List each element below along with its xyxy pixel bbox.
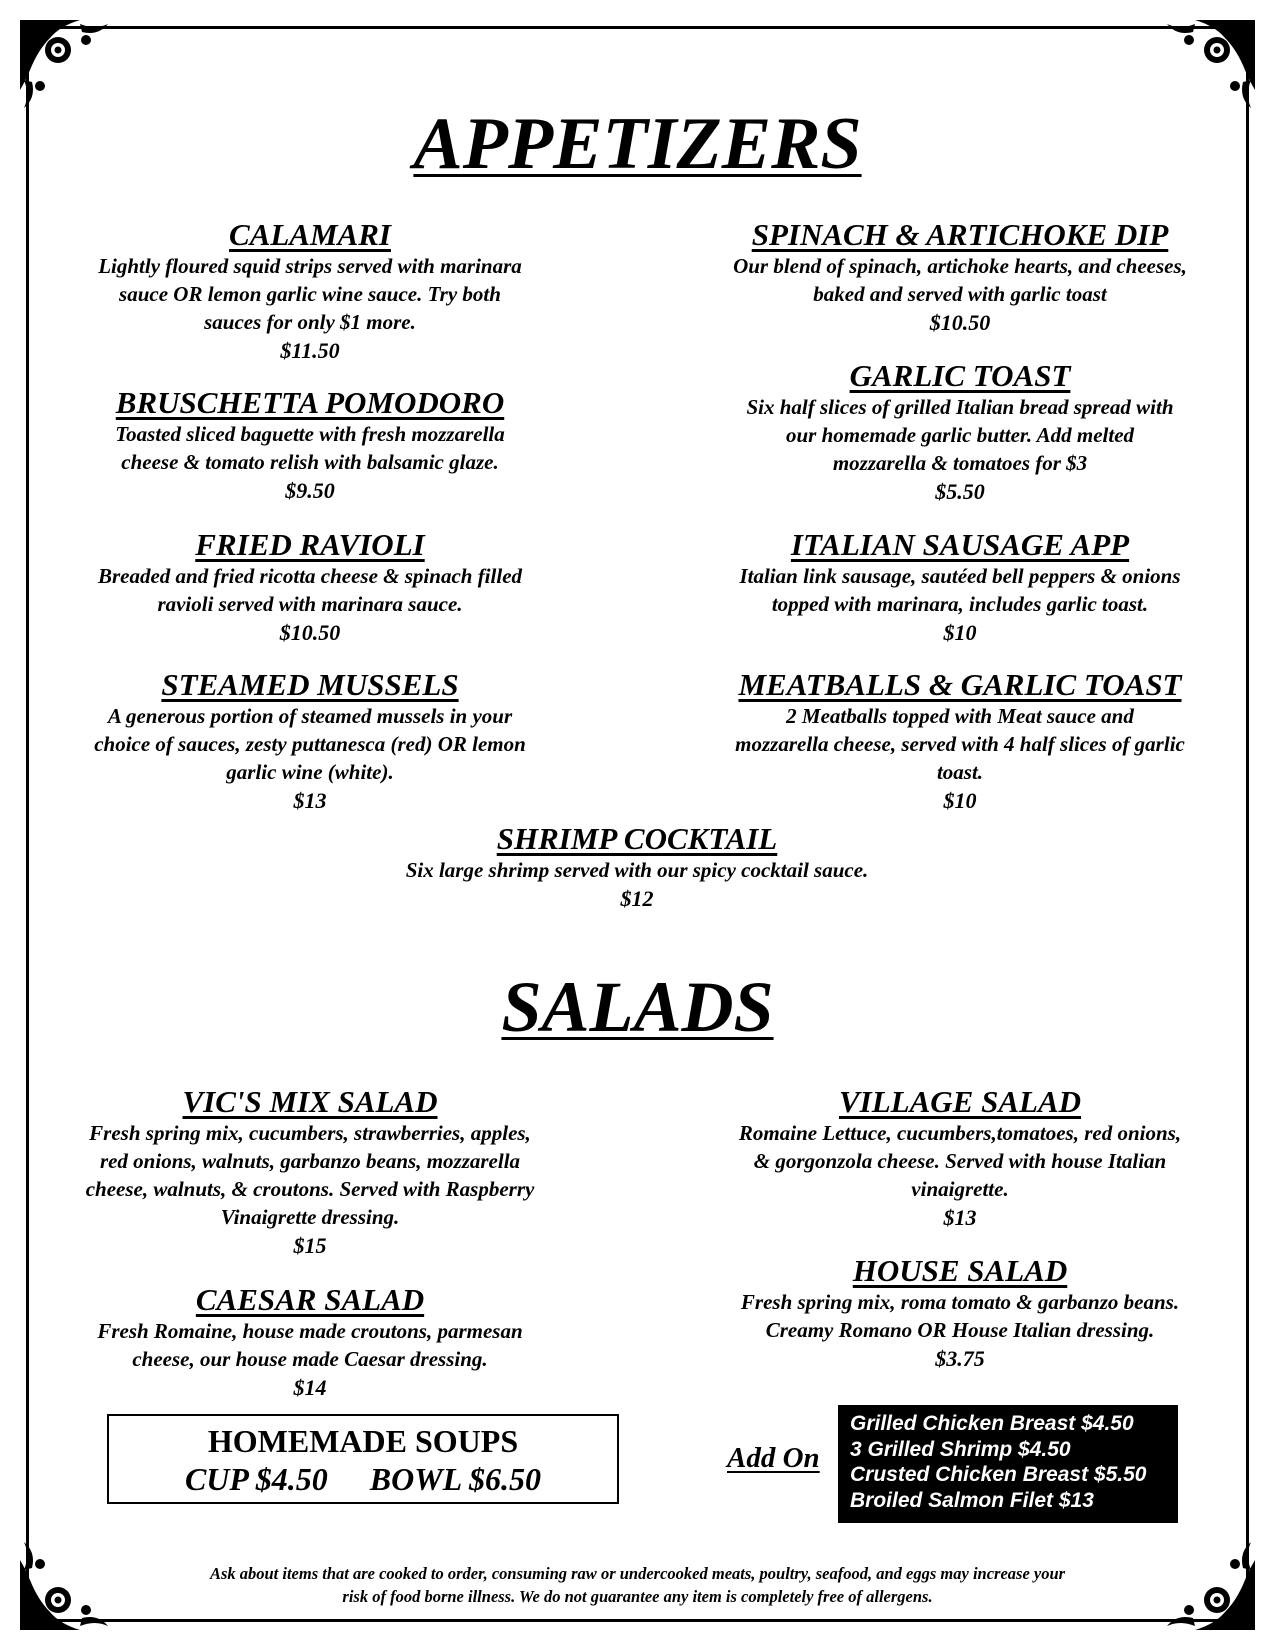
item-description: Breaded and fried ricotta cheese & spinach filled ravioli served with marinara sauce. xyxy=(97,564,523,616)
menu-item-vics-mix-salad xyxy=(30,1085,590,1260)
item-price: $12 xyxy=(620,886,654,911)
item-description: Romaine Lettuce, cucumbers,tomatoes, red onions, & gorgonzola cheese. Served with house Italian vinaigrette. xyxy=(738,1121,1182,1201)
appetizers-heading: APPETIZERS xyxy=(413,103,862,185)
item-price: $10.50 xyxy=(929,310,991,335)
menu-item-caesar-salad xyxy=(30,1283,590,1402)
item-description: 2 Meatballs topped with Meat sauce and mozzarella cheese, served with 4 half slices of garlic toast. xyxy=(735,704,1185,784)
item-name: CALAMARI xyxy=(229,217,391,252)
menu-item-garlic-toast xyxy=(680,359,1240,506)
item-description: Lightly floured squid strips served with marinara sauce OR lemon garlic wine sauce. Try both sauces for only $1 more. xyxy=(98,254,522,334)
homemade-soups-box xyxy=(107,1414,619,1504)
add-on-item: Grilled Chicken Breast $4.50 xyxy=(850,1412,1134,1435)
item-name: HOUSE SALAD xyxy=(852,1253,1068,1288)
salads-heading: SALADS xyxy=(501,967,774,1047)
soup-cup-price: CUP $4.50 xyxy=(184,1461,328,1497)
item-price: $11.50 xyxy=(280,338,340,363)
soup-bowl-price: BOWL $6.50 xyxy=(369,1461,542,1497)
item-name: VILLAGE SALAD xyxy=(838,1084,1082,1119)
menu-item-house-salad xyxy=(680,1254,1240,1373)
item-price: $13 xyxy=(293,788,327,813)
add-on-item: Crusted Chicken Breast $5.50 xyxy=(850,1463,1147,1486)
item-description: Fresh Romaine, house made croutons, parmesan cheese, our house made Caesar dressing. xyxy=(97,1319,523,1371)
menu-item-italian-sausage-app xyxy=(680,528,1240,647)
menu-item-steamed-mussels xyxy=(30,668,590,815)
add-on-box xyxy=(838,1405,1178,1523)
item-price: $3.75 xyxy=(935,1346,985,1371)
item-name: GARLIC TOAST xyxy=(849,358,1071,393)
item-description: Six large shrimp served with our spicy cocktail sauce. xyxy=(405,858,869,882)
item-name: BRUSCHETTA POMODORO xyxy=(115,385,505,420)
item-description: Fresh spring mix, cucumbers, strawberries, apples, red onions, walnuts, garbanzo beans, mozzarella cheese, walnuts, & croutons. Served with Raspberry Vinaigrette dressing. xyxy=(85,1121,535,1229)
item-price: $13 xyxy=(943,1205,977,1230)
corner-ornament-top-right xyxy=(1165,20,1255,110)
item-price: $10 xyxy=(943,788,977,813)
item-name: SHRIMP COCKTAIL xyxy=(496,821,778,856)
item-name: MEATBALLS & GARLIC TOAST xyxy=(738,667,1182,702)
menu-item-village-salad xyxy=(680,1085,1240,1232)
corner-ornament-top-left xyxy=(20,20,110,110)
item-price: $10 xyxy=(943,620,977,645)
menu-item-shrimp-cocktail xyxy=(357,822,917,913)
menu-item-calamari xyxy=(30,218,590,365)
menu-item-fried-ravioli xyxy=(30,528,590,647)
item-description: Our blend of spinach, artichoke hearts, and cheeses, baked and served with garlic toast xyxy=(733,254,1187,306)
item-name: FRIED RAVIOLI xyxy=(195,527,425,562)
add-on-item: Broiled Salmon Filet $13 xyxy=(850,1488,1094,1512)
item-name: STEAMED MUSSELS xyxy=(161,667,459,702)
soups-title: HOMEMADE SOUPS xyxy=(207,1423,519,1459)
corner-ornament-bottom-left xyxy=(20,1540,110,1630)
soups-prices xyxy=(109,1460,617,1498)
item-name: ITALIAN SAUSAGE APP xyxy=(790,527,1130,562)
item-description: A generous portion of steamed mussels in your choice of sauces, zesty puttanesca (red) OR lemon garlic wine (white). xyxy=(94,704,526,784)
item-price: $10.50 xyxy=(279,620,341,645)
item-name: CAESAR SALAD xyxy=(195,1282,425,1317)
allergen-disclaimer: Ask about items that are cooked to order, consuming raw or undercooked meats, poultry, seafood, and eggs may increase your risk of food borne illness. We do not guarantee any item is completely free of allergens. xyxy=(209,1564,1066,1606)
item-name: SPINACH & ARTICHOKE DIP xyxy=(751,217,1169,252)
item-price: $14 xyxy=(293,1375,327,1400)
item-description: Italian link sausage, sautéed bell peppers & onions topped with marinara, includes garlic toast. xyxy=(739,564,1181,616)
item-description: Toasted sliced baguette with fresh mozzarella cheese & tomato relish with balsamic glaze. xyxy=(115,422,505,474)
item-name: VIC'S MIX SALAD xyxy=(182,1084,438,1119)
add-on-item: 3 Grilled Shrimp $4.50 xyxy=(850,1437,1071,1461)
add-on-label: Add On xyxy=(727,1442,820,1474)
item-price: $15 xyxy=(293,1233,327,1258)
menu-item-spinach-artichoke-dip xyxy=(680,218,1240,337)
menu-item-meatballs-garlic-toast xyxy=(680,668,1240,815)
item-description: Six half slices of grilled Italian bread spread with our homemade garlic butter. Add melted mozzarella & tomatoes for $3 xyxy=(746,395,1174,475)
corner-ornament-bottom-right xyxy=(1165,1540,1255,1630)
item-price: $9.50 xyxy=(285,478,335,503)
item-description: Fresh spring mix, roma tomato & garbanzo beans. Creamy Romano OR House Italian dressing. xyxy=(740,1290,1180,1342)
menu-item-bruschetta-pomodoro xyxy=(30,386,590,505)
item-price: $5.50 xyxy=(935,479,985,504)
